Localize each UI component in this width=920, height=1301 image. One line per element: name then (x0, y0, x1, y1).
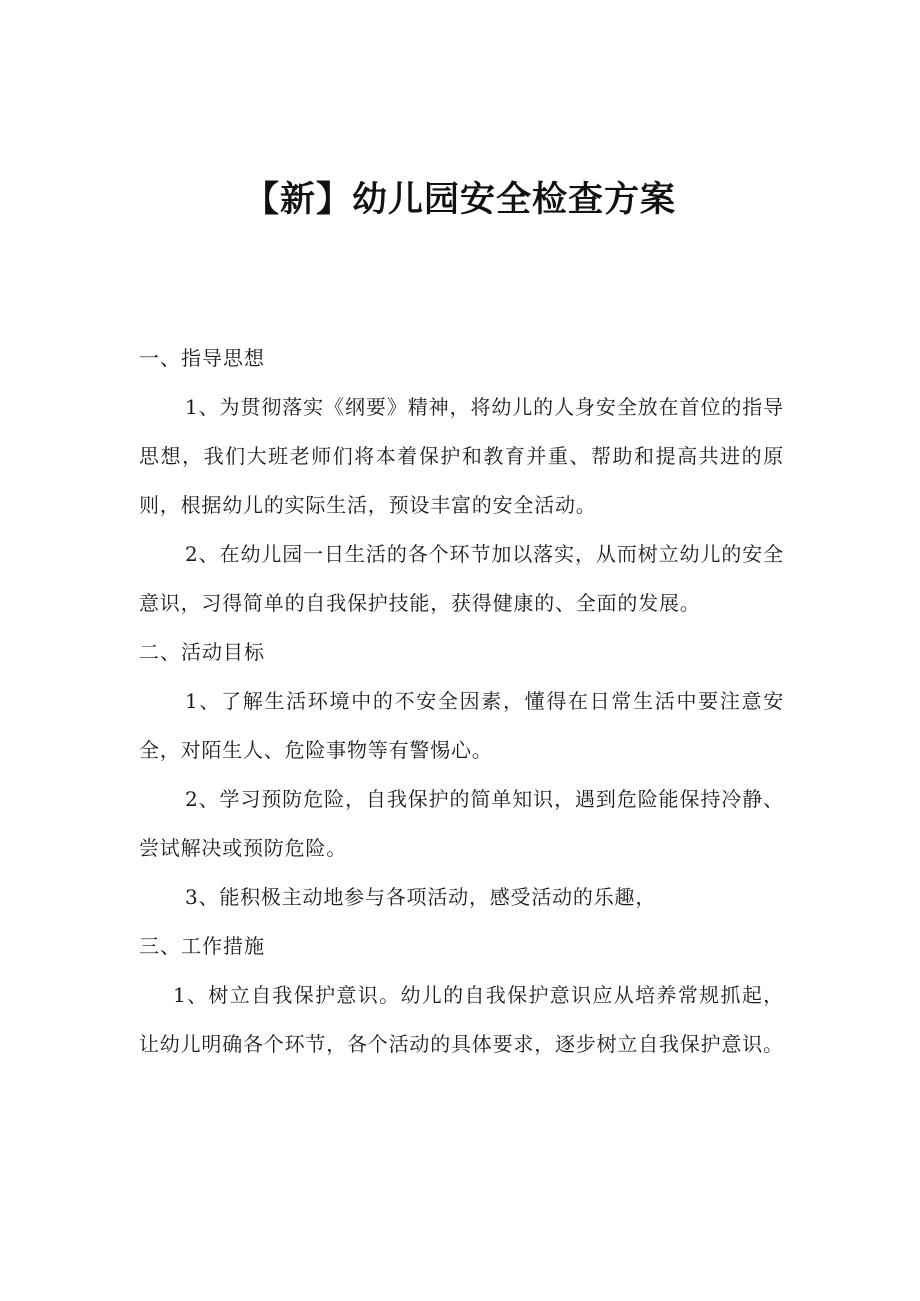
document-title: 【新】幼儿园安全检查方案 (243, 180, 676, 220)
paragraph: 3、能积极主动地参与各项活动，感受活动的乐趣， (185, 885, 657, 909)
paragraph: 2、在幼儿园一日生活的各个环节加以落实，从而树立幼儿的安全意识，习得简单的自我保护技能，获得健康的、全面的发展。 (139, 542, 784, 615)
paragraph: 1、树立自我保护意识。幼儿的自我保护意识应从培养常规抓起，让幼儿明确各个环节，各个活动的具体要求，逐步树立自我保护意识。 (139, 983, 784, 1056)
paragraph: 1、了解生活环境中的不安全因素，懂得在日常生活中要注意安全，对陌生人、危险事物等有警惕心。 (139, 689, 784, 762)
paragraph: 1、为贯彻落实《纲要》精神，将幼儿的人身安全放在首位的指导思想，我们大班老师们将本着保护和教育并重、帮助和提高共进的原则，根据幼儿的实际生活，预设丰富的安全活动。 (139, 395, 784, 517)
section-heading-work-measures: 三、工作措施 (139, 934, 265, 958)
document-body (139, 334, 784, 1069)
paragraph: 2、学习预防危险，自我保护的简单知识，遇到危险能保持冷静、尝试解决或预防危险。 (139, 787, 784, 860)
section-heading-guiding-ideology: 一、指导思想 (139, 346, 265, 370)
section-heading-activity-goals: 二、活动目标 (139, 640, 265, 664)
